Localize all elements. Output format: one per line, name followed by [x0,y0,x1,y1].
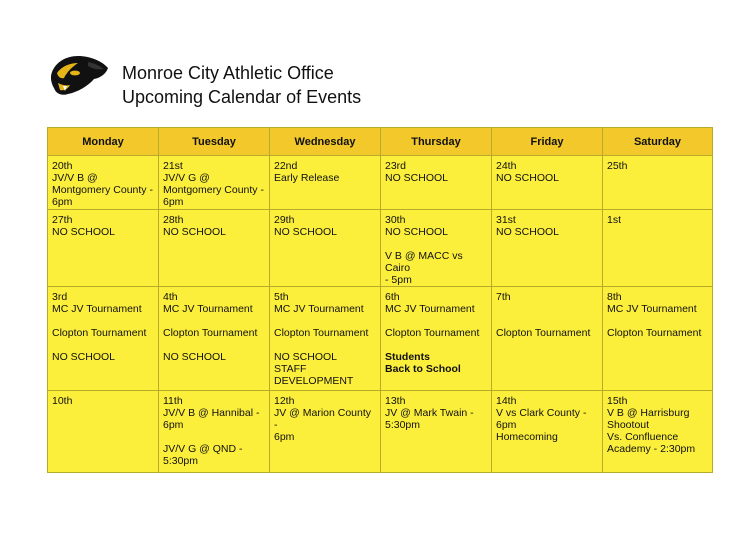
day-header-friday: Friday [492,128,603,156]
day-header-row [48,128,713,156]
date-label: 28th [163,214,184,226]
day-cell [48,156,159,210]
event-text: Clopton Tournament [52,327,147,339]
day-cell [270,391,381,473]
event-text: Homecoming [496,431,558,443]
date-label: 22nd [274,160,298,172]
date-label: 7th [496,291,511,303]
day-cell [492,210,603,287]
date-label: 11th [163,395,183,407]
event-text: 5:30pm [163,455,199,467]
day-cell [381,391,492,473]
day-cell [381,156,492,210]
event-text: NO SCHOOL [385,172,449,184]
day-cell [159,156,270,210]
event-text: NO SCHOOL [274,226,338,238]
day-cell [603,156,713,210]
event-text: Montgomery County - [163,184,264,196]
title-line-1: Monroe City Athletic Office [122,63,334,83]
date-label: 29th [274,214,295,226]
event-text: DEVELOPMENT [274,375,354,387]
day-cell [48,391,159,473]
event-text: 6pm [274,431,295,443]
week-row [48,156,713,210]
day-cell [48,210,159,287]
event-text: NO SCHOOL [274,351,338,363]
event-text: V B @ Harrisburg [607,407,690,419]
day-cell [270,287,381,391]
event-text: Early Release [274,172,340,184]
event-text: - 5pm [385,274,412,286]
week-row [48,287,713,391]
event-text: 6pm [163,196,184,208]
event-text: Clopton Tournament [163,327,258,339]
event-text-bold: Back to School [385,363,461,375]
event-text: NO SCHOOL [496,172,560,184]
date-label: 21st [163,160,183,172]
date-label: 13th [385,395,406,407]
event-text: Academy - 2:30pm [607,443,696,455]
day-header-tuesday: Tuesday [159,128,270,156]
event-text: NO SCHOOL [385,226,449,238]
event-text: NO SCHOOL [163,351,227,363]
day-cell [270,210,381,287]
day-cell [159,391,270,473]
date-label: 23rd [385,160,407,172]
date-label: 1st [607,214,622,226]
date-label: 12th [274,395,295,407]
event-text: 6pm [163,419,184,431]
date-label: 5th [274,291,289,303]
day-cell [48,287,159,391]
day-header-thursday: Thursday [381,128,492,156]
day-cell [603,391,713,473]
day-cell [159,210,270,287]
event-text: JV/V B @ [52,172,98,184]
event-text: 6pm [496,419,517,431]
date-label: 27th [52,214,73,226]
day-header-monday: Monday [48,128,159,156]
day-cell [603,210,713,287]
date-label: 30th [385,214,406,226]
event-text: Vs. Confluence [607,431,679,443]
event-text: Clopton Tournament [496,327,591,339]
event-text: MC JV Tournament [607,303,697,315]
event-text: MC JV Tournament [52,303,142,315]
week-row [48,210,713,287]
event-text: JV/V G @ [163,172,210,184]
document-title [122,61,361,109]
week-row [48,391,713,473]
events-calendar-table [47,127,713,473]
event-text: 5:30pm [385,419,421,431]
date-label: 20th [52,160,73,172]
date-label: 10th [52,395,73,407]
date-label: 24th [496,160,517,172]
event-text: JV/V G @ QND - [163,443,243,455]
event-text: Clopton Tournament [607,327,702,339]
date-label: 31st [496,214,516,226]
panther-head-logo-icon [48,52,110,100]
day-cell [381,210,492,287]
date-label: 15th [607,395,628,407]
day-cell [492,287,603,391]
event-text: STAFF [274,363,307,375]
event-text: NO SCHOOL [496,226,560,238]
day-cell [381,287,492,391]
event-text: NO SCHOOL [52,351,116,363]
event-text: V B @ MACC vs Cairo [385,250,463,274]
date-label: 8th [607,291,622,303]
date-label: 3rd [52,291,68,303]
date-label: 14th [496,395,517,407]
date-label: 4th [163,291,178,303]
event-text: NO SCHOOL [52,226,116,238]
event-text: JV/V B @ Hannibal - [163,407,260,419]
date-label: 6th [385,291,400,303]
day-cell [603,287,713,391]
title-line-2: Upcoming Calendar of Events [122,87,362,107]
event-text: MC JV Tournament [163,303,253,315]
event-text: 6pm [52,196,73,208]
event-text: JV @ Marion County - [274,407,372,431]
event-text: Montgomery County - [52,184,153,196]
event-text-bold: Students [385,351,430,363]
day-cell [159,287,270,391]
event-text: JV @ Mark Twain - [385,407,474,419]
day-cell [492,391,603,473]
event-text: Clopton Tournament [274,327,369,339]
day-cell [270,156,381,210]
date-label: 25th [607,160,628,172]
event-text: NO SCHOOL [163,226,227,238]
day-cell [492,156,603,210]
event-text: MC JV Tournament [274,303,364,315]
day-header-saturday: Saturday [603,128,713,156]
event-text: Shootout [607,419,650,431]
event-text: V vs Clark County - [496,407,587,419]
event-text: Clopton Tournament [385,327,480,339]
day-header-wednesday: Wednesday [270,128,381,156]
event-text: MC JV Tournament [385,303,475,315]
